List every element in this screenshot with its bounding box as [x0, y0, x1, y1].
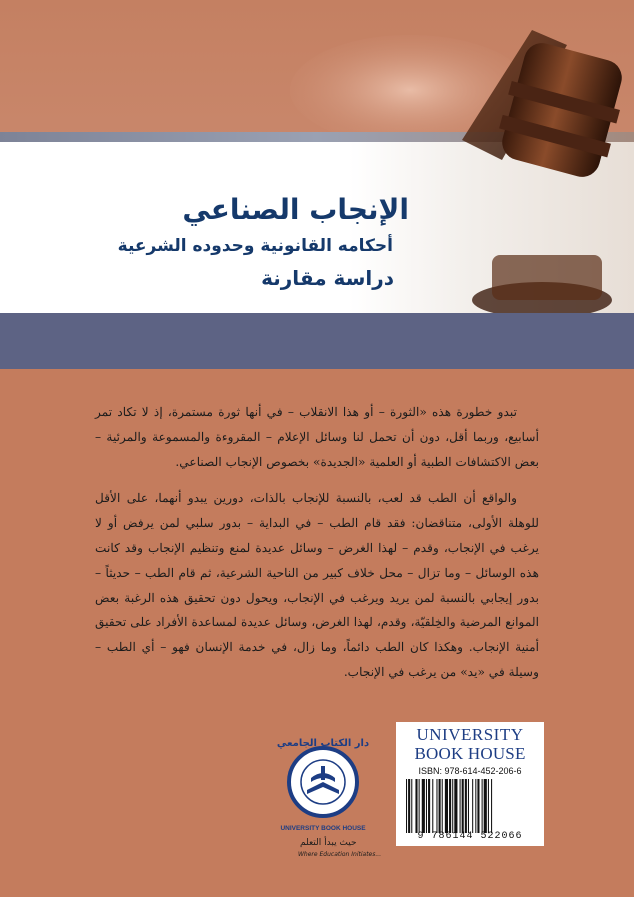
publisher-arabic-name: دار الكتاب الجامعي: [276, 738, 370, 749]
barcode-label: [396, 722, 544, 846]
barcode-publisher-line1: UNIVERSITY: [416, 725, 524, 744]
publisher-tagline-arabic: حيث يبدأ التعلم: [300, 838, 357, 848]
book-title: الإنجاب الصناعي: [182, 193, 409, 226]
barcode-icon: [404, 779, 536, 833]
publisher-english-name: UNIVERSITY BOOK HOUSE: [280, 825, 366, 832]
isbn-text: ISBN: 978-614-452-206-6: [418, 766, 522, 776]
blurb-paragraph: تبدو خطورة هذه «الثورة – أو هذا الانقلاب – في أنها ثورة مستمرة، إذ لا تكاد تمر أسابيع، وربما أقل، دون أن تحمل لنا وسائل الإعلام – المقروءة والمسموعة والمرئية – بعض الاكتشافات الطبية أو العلمية «الجديدة» بخصوص الإنجاب الصناعي.: [95, 405, 539, 469]
blurb-text: [95, 400, 539, 697]
gavel-icon: [392, 0, 634, 313]
blue-band: [0, 313, 634, 369]
blurb-paragraph: والواقع أن الطب قد لعب، بالنسبة للإنجاب بالذات، دورين يبدو أنهما، على الأقل للوهلة الأولى، متناقضان: فقد قام الطب – في البداية – بدور سلبي لمن يرفض أو لا يرغب في الإنجاب، وقدم – لهذا الغرض – وسائل عديدة لمنع وتنظيم الإنجاب وقد كانت هذه الوسائل – وما تزال – محل خلاف كبير من الناحية الشرعية، ثم قام الطب – حديثاً – بدور إيجابي بالنسبة لمن يريد ويرغب في الإنجاب، ويحول دون تحقيق هذه الرغبة بعض الموانع المرضية والخِلقيّة، وقدم، لهذا الغرض، وسائل عديدة لمساعدة الأفراد على تحقيق أمنية الإنجاب. وهكذا كان الطب دائماً، وما زال، في خدمة الإنسان فهو – أي الطب – وسيلة في «يد» من يرغب في الإنجاب.: [95, 491, 539, 679]
publisher-tagline-english: Where Education Initiates...: [298, 851, 382, 858]
barcode-publisher-line2: BOOK HOUSE: [414, 744, 526, 763]
book-subtitle: أحكامه القانونية وحدوده الشرعية: [117, 236, 393, 256]
barcode-number: 9 786144 522066: [417, 831, 523, 842]
book-study-label: دراسة مقارنة: [261, 266, 394, 290]
